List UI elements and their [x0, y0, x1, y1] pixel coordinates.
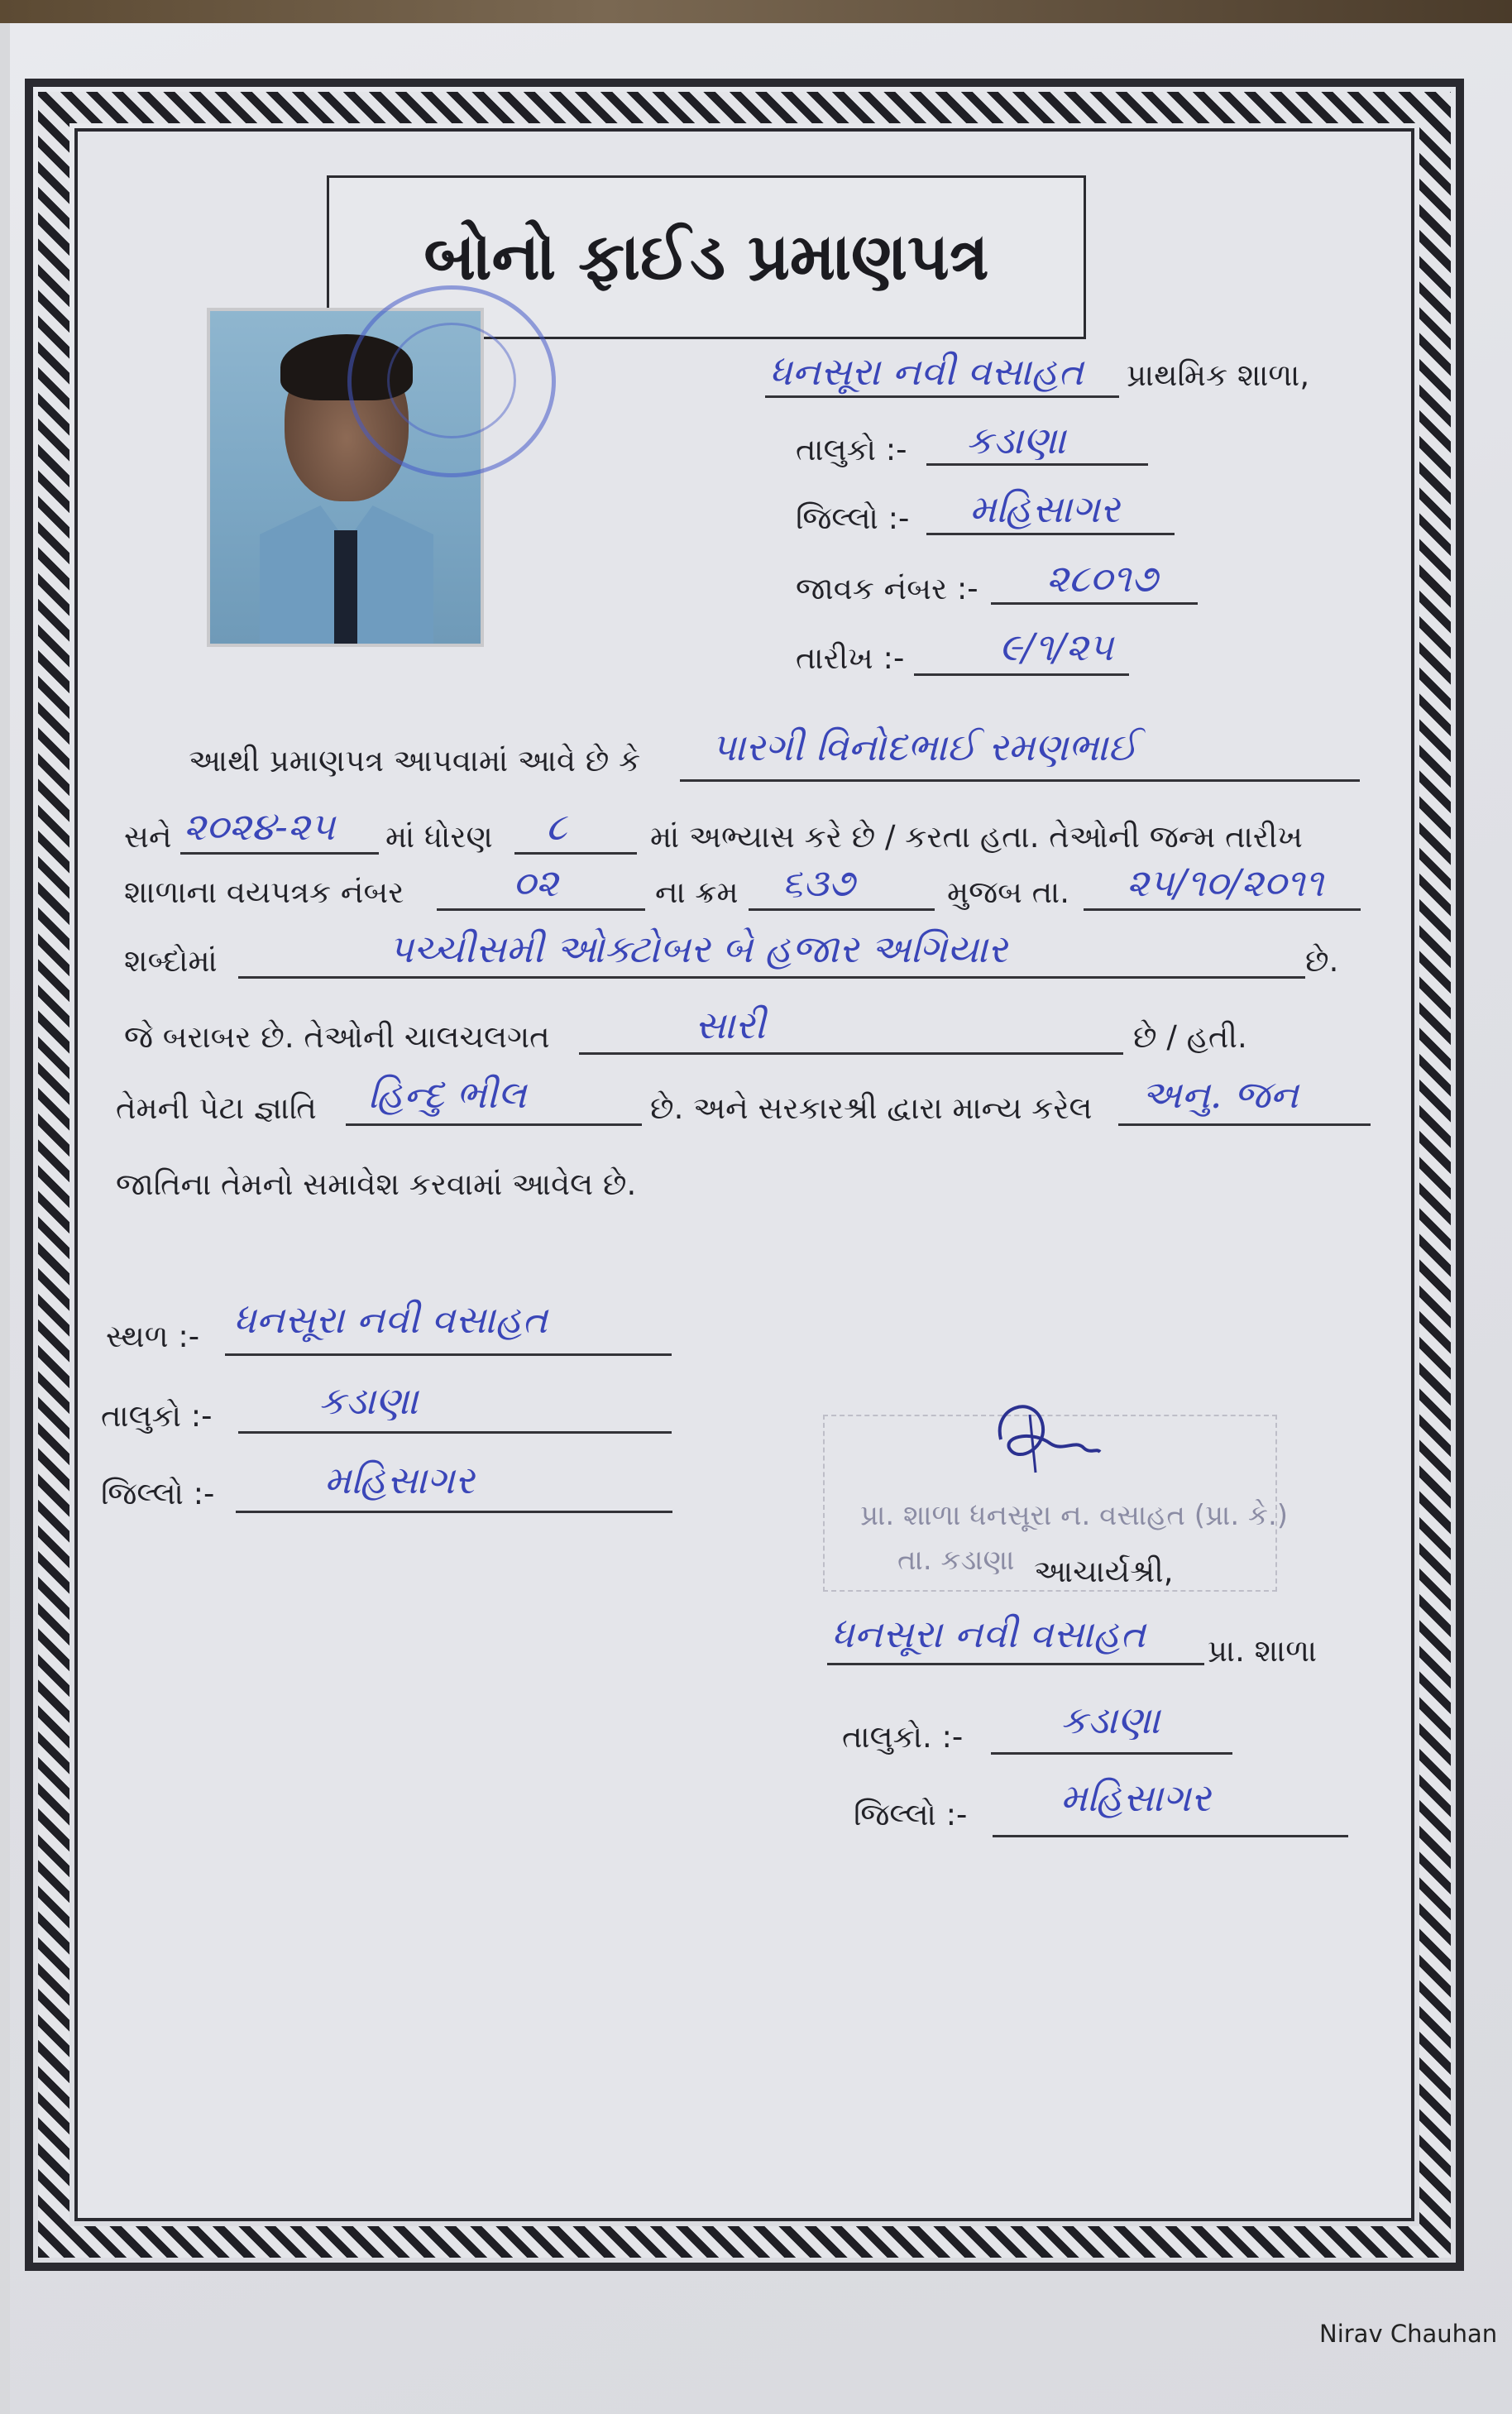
- principal-taluka-line: [991, 1752, 1232, 1755]
- place-label: સ્થળ :-: [106, 1319, 200, 1354]
- conduct-prefix: જે બરાબર છે. તેઓની ચાલચલગત: [124, 1019, 550, 1055]
- conduct-line: [579, 1052, 1123, 1055]
- outward-label: જાવક નંબર :-: [796, 571, 978, 606]
- footer-school-suffix: પ્રા. શાળા: [1208, 1633, 1318, 1669]
- footer-district-handwritten: મહિસાગર: [324, 1458, 475, 1502]
- taluka-line: [926, 463, 1148, 466]
- date-handwritten: ૯/૧/૨૫: [999, 625, 1113, 669]
- taluka-label: તાલુકો :-: [796, 432, 907, 467]
- category-line: [1118, 1123, 1371, 1126]
- student-name-line: [680, 779, 1360, 782]
- year-handwritten: ૨૦૨૪-૨૫: [184, 804, 335, 849]
- principal-taluka-handwritten: કડાણા: [1060, 1698, 1160, 1742]
- serial-handwritten: ૬૩૭: [782, 860, 855, 905]
- principal-district-line: [993, 1835, 1348, 1837]
- footer-district-line: [236, 1511, 672, 1513]
- caste-mid: છે. અને સરકારશ્રી દ્વારા માન્ય કરેલ: [650, 1090, 1093, 1126]
- footer-taluka-line: [238, 1431, 672, 1434]
- caste-handwritten: હિન્દુ ભીલ: [368, 1072, 527, 1117]
- std-label: માં ધોરણ: [385, 819, 493, 855]
- std-line: [514, 852, 637, 855]
- photo-tie: [334, 530, 357, 647]
- place-handwritten: ધનસૂરા નવી વસાહત: [233, 1297, 548, 1342]
- dob-words-line: [238, 976, 1305, 979]
- words-label: શબ્દોમાં: [124, 943, 218, 979]
- register-line: [437, 908, 645, 911]
- std-handwritten: ૮: [546, 804, 567, 849]
- dob-words-handwritten: પચ્ચીસમી ઓક્ટોબર બે હજાર અગિયાર: [389, 927, 1007, 971]
- serial-label: ના ક્રમ: [655, 874, 739, 910]
- place-line: [225, 1353, 672, 1356]
- top-edge-strip: [0, 0, 1512, 23]
- conduct-handwritten: સારી: [695, 1003, 766, 1047]
- district-handwritten: મહિસાગર: [969, 486, 1120, 531]
- caste-line: [346, 1123, 642, 1126]
- school-seal-inner-ring: [387, 323, 516, 438]
- district-label: જિલ્લો :-: [796, 501, 910, 536]
- taluka-handwritten: કડાણા: [966, 418, 1066, 462]
- conduct-suffix: છે / હતી.: [1133, 1019, 1247, 1055]
- footer-taluka-handwritten: કડાણા: [318, 1378, 419, 1423]
- caste-prefix: તેમની પેટા જ્ઞાતિ: [116, 1090, 317, 1126]
- dob-handwritten: ૨૫/૧૦/૨૦૧૧: [1127, 860, 1324, 905]
- words-suffix: છે.: [1305, 943, 1339, 979]
- principal-taluka-label: તાલુકો. :-: [842, 1719, 964, 1755]
- principal-signature: [984, 1390, 1108, 1485]
- body-line1-prefix: આથી પ્રમાણપત્ર આપવામાં આવે છે કે: [189, 743, 641, 778]
- school-name-line: [765, 395, 1119, 398]
- outward-handwritten: ૨૮૦૧૭: [1046, 556, 1158, 601]
- principal-district-handwritten: મહિસાગર: [1060, 1775, 1211, 1820]
- year-prefix: સને: [124, 819, 172, 855]
- district-line: [926, 533, 1175, 535]
- per-label: મુજબ તા.: [947, 874, 1069, 910]
- register-handwritten: ૦૨: [513, 860, 558, 905]
- caste-suffix: જાતિના તેમનો સમાવેશ કરવામાં આવેલ છે.: [116, 1166, 637, 1202]
- stamp-text-line1: પ્રા. શાળા ધનસૂરા ન. વસાહત (પ્રા. કે.): [860, 1499, 1289, 1532]
- date-line: [914, 673, 1129, 676]
- certificate-title: બોનો ફાઈડ પ્રમાણપત્ર: [423, 219, 989, 295]
- footer-taluka-label: તાલુકો :-: [101, 1398, 213, 1434]
- register-label: શાળાના વયપત્રક નંબર: [124, 874, 404, 910]
- student-name-handwritten: પારગી વિનોદભાઈ રમણભાઈ: [711, 725, 1137, 769]
- footer-school-handwritten: ધનસૂરા નવી વસાહત: [831, 1612, 1146, 1656]
- year-line: [180, 852, 379, 855]
- stamp-text-line2: તા. કડાણા: [897, 1544, 1015, 1577]
- watermark-text: Nirav Chauhan: [1319, 2320, 1498, 2348]
- principal-label: આચાર્યશ્રી,: [1034, 1554, 1174, 1589]
- date-label: તારીખ :-: [796, 640, 905, 676]
- school-suffix: પ્રાથમિક શાળા,: [1127, 357, 1310, 393]
- principal-district-label: જિલ્લો :-: [854, 1797, 968, 1832]
- serial-line: [749, 908, 935, 911]
- category-handwritten: અનુ. જન: [1141, 1072, 1299, 1117]
- school-name-handwritten: ધનસૂરા નવી વસાહત: [769, 349, 1084, 394]
- footer-district-label: જિલ્લો :-: [101, 1476, 215, 1511]
- dob-line: [1084, 908, 1361, 911]
- outward-line: [991, 602, 1198, 605]
- footer-school-line: [827, 1663, 1204, 1665]
- study-text: માં અભ્યાસ કરે છે / કરતા હતા. તેઓની જન્મ તારીખ: [650, 819, 1303, 855]
